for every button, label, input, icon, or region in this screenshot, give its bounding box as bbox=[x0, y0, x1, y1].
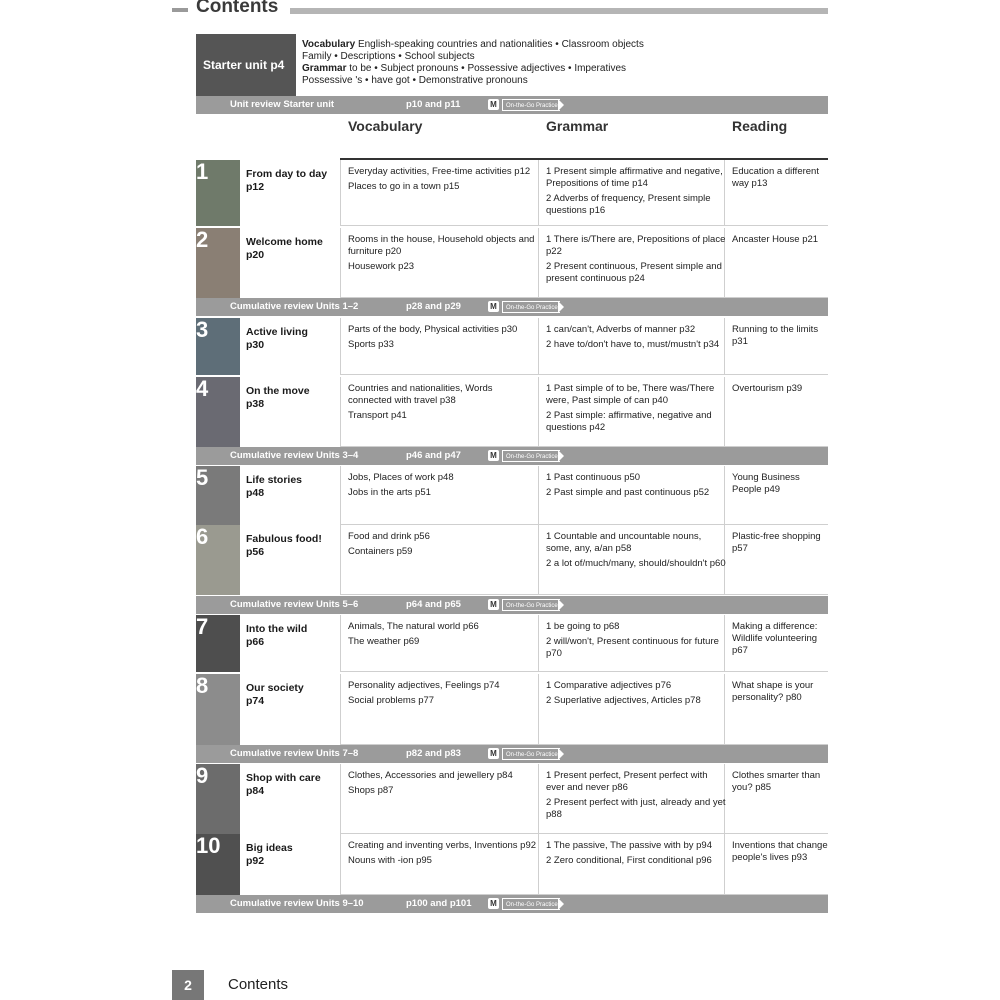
row-divider bbox=[340, 671, 828, 672]
grammar-item: 1 Countable and uncountable nouns, some, any, a/an p58 bbox=[546, 531, 702, 554]
unit-title: Our society bbox=[246, 682, 304, 694]
review-label: Cumulative review Units 9–10 bbox=[230, 898, 364, 909]
grammar-item: 2 Adverbs of frequency, Present simple questions p16 bbox=[546, 193, 711, 216]
reading-cell: Young Business People p49 bbox=[732, 472, 800, 495]
column-divider bbox=[340, 615, 341, 672]
column-divider bbox=[538, 377, 539, 447]
unit-row bbox=[196, 466, 828, 525]
unit-title-block bbox=[246, 533, 336, 559]
unit-row bbox=[196, 834, 828, 895]
grammar-item: 1 There is/There are, Prepositions of place p22 bbox=[546, 234, 726, 257]
unit-row bbox=[196, 764, 828, 834]
starter-vocab-line1: English-speaking countries and nationalities • Classroom objects bbox=[357, 39, 644, 50]
unit-photo bbox=[196, 764, 240, 834]
row-divider bbox=[340, 446, 828, 447]
grammar-cell bbox=[546, 840, 726, 870]
grammar-item: 2 Present perfect with just, already and yet p88 bbox=[546, 797, 726, 820]
starter-vocab-line2: Family • Descriptions • School subjects bbox=[302, 51, 475, 62]
vocabulary-item: Parts of the body, Physical activities p30 bbox=[348, 324, 518, 335]
review-bar bbox=[196, 96, 828, 114]
unit-title: Life stories bbox=[246, 474, 303, 486]
arrow-right-icon bbox=[558, 301, 564, 313]
review-label: Cumulative review Units 1–2 bbox=[230, 301, 359, 312]
unit-photo bbox=[196, 318, 240, 375]
grammar-item: 1 The passive, The passive with by p94 bbox=[546, 840, 712, 851]
column-divider bbox=[538, 834, 539, 895]
unit-photo bbox=[196, 228, 240, 298]
vocabulary-item: Jobs in the arts p51 bbox=[348, 487, 431, 498]
unit-number: 5 bbox=[196, 465, 209, 490]
vocabulary-cell bbox=[348, 166, 538, 196]
unit-title: Active living bbox=[246, 326, 308, 338]
vocabulary-cell bbox=[348, 840, 538, 870]
review-label: Unit review Starter unit bbox=[230, 99, 334, 110]
grammar-item: 1 Past continuous p50 bbox=[546, 472, 641, 483]
starter-grammar-label: Grammar bbox=[302, 63, 347, 74]
unit-title: Welcome home bbox=[246, 236, 323, 248]
starter-unit-content bbox=[302, 39, 828, 87]
page-number: 2 bbox=[172, 970, 204, 1000]
macmillan-logo-icon: M bbox=[488, 898, 499, 909]
vocabulary-item: Sports p33 bbox=[348, 339, 394, 350]
unit-photo bbox=[196, 160, 240, 226]
reading-cell: Plastic-free shopping p57 bbox=[732, 531, 821, 554]
unit-row bbox=[196, 160, 828, 226]
grammar-item: 1 Comparative adjectives p76 bbox=[546, 680, 672, 691]
unit-title-block bbox=[246, 842, 336, 868]
reading-cell: What shape is your personality? p80 bbox=[732, 680, 814, 703]
arrow-right-icon bbox=[558, 898, 564, 910]
unit-title: Big ideas bbox=[246, 842, 293, 854]
vocabulary-cell bbox=[348, 680, 538, 710]
vocabulary-item: Jobs, Places of work p48 bbox=[348, 472, 454, 483]
column-divider bbox=[340, 466, 341, 525]
unit-title-block bbox=[246, 236, 336, 262]
unit-number: 7 bbox=[196, 614, 209, 639]
vocabulary-cell bbox=[348, 324, 538, 354]
vocabulary-cell bbox=[348, 531, 538, 561]
row-divider bbox=[340, 374, 828, 375]
column-header-reading: Reading bbox=[732, 118, 788, 134]
starter-unit-row bbox=[196, 34, 828, 96]
grammar-item: 2 Past simple and past continuous p52 bbox=[546, 487, 710, 498]
reading-cell: Making a difference: Wildlife volunteering p67 bbox=[732, 621, 818, 656]
unit-photo bbox=[196, 834, 240, 895]
unit-number: 10 bbox=[196, 833, 221, 858]
unit-photo bbox=[196, 525, 240, 595]
review-pages: p46 and p47 bbox=[406, 450, 461, 461]
grammar-item: 2 Past simple: affirmative, negative and questions p42 bbox=[546, 410, 712, 433]
row-divider bbox=[340, 894, 828, 895]
column-header-grammar: Grammar bbox=[546, 118, 609, 134]
starter-vocab-label: Vocabulary bbox=[302, 39, 356, 50]
arrow-right-icon bbox=[558, 599, 564, 611]
reading-cell: Clothes smarter than you? p85 bbox=[732, 770, 821, 793]
grammar-cell bbox=[546, 324, 726, 354]
starter-grammar-line1: to be • Subject pronouns • Possessive adjectives • Imperatives bbox=[349, 63, 627, 74]
review-pages: p82 and p83 bbox=[406, 748, 461, 759]
grammar-item: 2 a lot of/much/many, should/shouldn't p60 bbox=[546, 558, 726, 569]
column-divider bbox=[538, 160, 539, 226]
row-divider bbox=[340, 744, 828, 745]
unit-row bbox=[196, 318, 828, 375]
grammar-cell bbox=[546, 621, 726, 663]
vocabulary-item: Housework p23 bbox=[348, 261, 415, 272]
vocabulary-cell bbox=[348, 234, 538, 276]
unit-title: Into the wild bbox=[246, 623, 308, 635]
unit-title: On the move bbox=[246, 385, 310, 397]
unit-title-block bbox=[246, 772, 336, 798]
column-divider bbox=[340, 318, 341, 375]
grammar-item: 2 have to/don't have to, must/mustn't p34 bbox=[546, 339, 720, 350]
unit-photo bbox=[196, 615, 240, 672]
unit-title-block bbox=[246, 474, 336, 500]
grammar-cell bbox=[546, 472, 726, 502]
reading-cell: Inventions that change people's lives p93 bbox=[732, 840, 828, 863]
vocabulary-cell bbox=[348, 472, 538, 502]
unit-row bbox=[196, 377, 828, 447]
unit-number: 3 bbox=[196, 317, 209, 342]
unit-row bbox=[196, 674, 828, 745]
unit-photo bbox=[196, 466, 240, 525]
column-divider bbox=[340, 228, 341, 298]
vocabulary-item: Animals, The natural world p66 bbox=[348, 621, 479, 632]
unit-title-block bbox=[246, 168, 336, 194]
review-bar bbox=[196, 447, 828, 465]
grammar-cell bbox=[546, 680, 726, 710]
unit-page: p38 bbox=[246, 398, 265, 410]
macmillan-logo-icon: M bbox=[488, 748, 499, 759]
macmillan-logo-icon: M bbox=[488, 450, 499, 461]
vocabulary-cell bbox=[348, 621, 538, 651]
unit-number: 6 bbox=[196, 524, 209, 549]
grammar-item: 1 Present simple affirmative and negative, Prepositions of time p14 bbox=[546, 166, 723, 189]
on-the-go-practice-link[interactable] bbox=[488, 449, 568, 463]
unit-page: p84 bbox=[246, 785, 265, 797]
review-label: Cumulative review Units 7–8 bbox=[230, 748, 359, 759]
row-divider bbox=[340, 594, 828, 595]
vocabulary-item: Food and drink p56 bbox=[348, 531, 430, 542]
on-the-go-practice-label: On-the-Go Practice bbox=[502, 898, 560, 910]
review-pages: p10 and p11 bbox=[406, 99, 461, 110]
unit-title-block bbox=[246, 623, 336, 649]
vocabulary-item: Social problems p77 bbox=[348, 695, 435, 706]
review-label: Cumulative review Units 3–4 bbox=[230, 450, 359, 461]
grammar-item: 1 be going to p68 bbox=[546, 621, 620, 632]
unit-title: Fabulous food! bbox=[246, 533, 322, 545]
vocabulary-item: Shops p87 bbox=[348, 785, 394, 796]
on-the-go-practice-link[interactable] bbox=[488, 897, 568, 911]
column-divider bbox=[340, 377, 341, 447]
grammar-item: 2 Superlative adjectives, Articles p78 bbox=[546, 695, 701, 706]
reading-cell: Running to the limits p31 bbox=[732, 324, 819, 347]
arrow-right-icon bbox=[558, 450, 564, 462]
grammar-item: 1 can/can't, Adverbs of manner p32 bbox=[546, 324, 696, 335]
grammar-cell bbox=[546, 383, 726, 437]
footer-label: Contents bbox=[228, 976, 289, 993]
unit-photo bbox=[196, 377, 240, 447]
on-the-go-practice-link[interactable] bbox=[488, 300, 568, 314]
grammar-cell bbox=[546, 234, 726, 288]
unit-page: p12 bbox=[246, 181, 265, 193]
column-divider bbox=[340, 834, 341, 895]
vocabulary-item: Containers p59 bbox=[348, 546, 413, 557]
unit-page: p74 bbox=[246, 695, 265, 707]
on-the-go-practice-link[interactable] bbox=[488, 747, 568, 761]
vocabulary-item: Personality adjectives, Feelings p74 bbox=[348, 680, 500, 691]
grammar-cell bbox=[546, 166, 726, 220]
unit-page: p66 bbox=[246, 636, 265, 648]
unit-page: p92 bbox=[246, 855, 265, 867]
review-label: Cumulative review Units 5–6 bbox=[230, 599, 359, 610]
column-divider bbox=[538, 615, 539, 672]
grammar-item: 2 Present continuous, Present simple and present continuous p24 bbox=[546, 261, 722, 284]
vocabulary-item: Creating and inventing verbs, Inventions p92 bbox=[348, 840, 537, 851]
row-divider bbox=[340, 297, 828, 298]
reading-cell: Education a different way p13 bbox=[732, 166, 819, 189]
column-divider bbox=[538, 466, 539, 525]
unit-number: 4 bbox=[196, 376, 209, 401]
review-pages: p100 and p101 bbox=[406, 898, 472, 909]
grammar-item: 1 Present perfect, Present perfect with ever and never p86 bbox=[546, 770, 708, 793]
vocabulary-item: The weather p69 bbox=[348, 636, 420, 647]
on-the-go-practice-link[interactable] bbox=[488, 598, 568, 612]
vocabulary-item: Countries and nationalities, Words connected with travel p38 bbox=[348, 383, 493, 406]
vocabulary-item: Transport p41 bbox=[348, 410, 407, 421]
on-the-go-practice-label: On-the-Go Practice bbox=[502, 99, 560, 111]
unit-number: 8 bbox=[196, 673, 209, 698]
on-the-go-practice-label: On-the-Go Practice bbox=[502, 450, 560, 462]
vocabulary-item: Places to go in a town p15 bbox=[348, 181, 460, 192]
column-divider bbox=[538, 318, 539, 375]
vocabulary-item: Rooms in the house, Household objects and furniture p20 bbox=[348, 234, 535, 257]
column-divider bbox=[538, 674, 539, 745]
review-bar bbox=[196, 895, 828, 913]
arrow-right-icon bbox=[558, 748, 564, 760]
header-rule bbox=[290, 8, 828, 14]
vocabulary-cell bbox=[348, 770, 538, 800]
review-bar bbox=[196, 745, 828, 763]
column-divider bbox=[340, 525, 341, 595]
unit-title-block bbox=[246, 385, 336, 411]
grammar-item: 1 Past simple of to be, There was/There were, Past simple of can p40 bbox=[546, 383, 715, 406]
unit-title: From day to day bbox=[246, 168, 328, 180]
unit-number: 1 bbox=[196, 159, 209, 184]
vocabulary-item: Nouns with -ion p95 bbox=[348, 855, 432, 866]
on-the-go-practice-link[interactable] bbox=[488, 98, 568, 112]
on-the-go-practice-label: On-the-Go Practice bbox=[502, 301, 560, 313]
on-the-go-practice-label: On-the-Go Practice bbox=[502, 599, 560, 611]
page-title: Contents bbox=[196, 0, 279, 17]
macmillan-logo-icon: M bbox=[488, 599, 499, 610]
on-the-go-practice-label: On-the-Go Practice bbox=[502, 748, 560, 760]
unit-number: 2 bbox=[196, 227, 209, 252]
vocabulary-item: Clothes, Accessories and jewellery p84 bbox=[348, 770, 513, 781]
unit-photo bbox=[196, 674, 240, 745]
unit-title-block bbox=[246, 326, 336, 352]
header-dash bbox=[172, 8, 188, 12]
starter-unit-label: Starter unit p4 bbox=[196, 34, 296, 96]
reading-cell: Overtourism p39 bbox=[732, 383, 803, 394]
column-divider bbox=[538, 228, 539, 298]
unit-number: 9 bbox=[196, 763, 209, 788]
grammar-cell bbox=[546, 531, 726, 573]
unit-page: p20 bbox=[246, 249, 265, 261]
column-divider bbox=[340, 160, 341, 226]
column-divider bbox=[538, 764, 539, 834]
macmillan-logo-icon: M bbox=[488, 99, 499, 110]
review-bar bbox=[196, 596, 828, 614]
macmillan-logo-icon: M bbox=[488, 301, 499, 312]
unit-title: Shop with care bbox=[246, 772, 321, 784]
column-divider bbox=[538, 525, 539, 595]
arrow-right-icon bbox=[558, 99, 564, 111]
page-header bbox=[172, 0, 828, 20]
unit-page: p30 bbox=[246, 339, 265, 351]
unit-row bbox=[196, 615, 828, 672]
column-header-vocabulary: Vocabulary bbox=[348, 118, 423, 134]
vocabulary-cell bbox=[348, 383, 538, 425]
review-pages: p28 and p29 bbox=[406, 301, 461, 312]
unit-row bbox=[196, 525, 828, 595]
column-divider bbox=[340, 764, 341, 834]
column-divider bbox=[340, 674, 341, 745]
starter-grammar-line2: Possessive 's • have got • Demonstrative pronouns bbox=[302, 75, 528, 86]
grammar-item: 2 Zero conditional, First conditional p96 bbox=[546, 855, 712, 866]
review-bar bbox=[196, 298, 828, 316]
unit-page: p48 bbox=[246, 487, 265, 499]
reading-cell: Ancaster House p21 bbox=[732, 234, 819, 245]
grammar-item: 2 will/won't, Present continuous for future p70 bbox=[546, 636, 719, 659]
unit-page: p56 bbox=[246, 546, 265, 558]
unit-title-block bbox=[246, 682, 336, 708]
review-pages: p64 and p65 bbox=[406, 599, 461, 610]
grammar-cell bbox=[546, 770, 726, 824]
unit-row bbox=[196, 228, 828, 298]
row-divider bbox=[340, 225, 828, 226]
vocabulary-item: Everyday activities, Free-time activities p12 bbox=[348, 166, 531, 177]
